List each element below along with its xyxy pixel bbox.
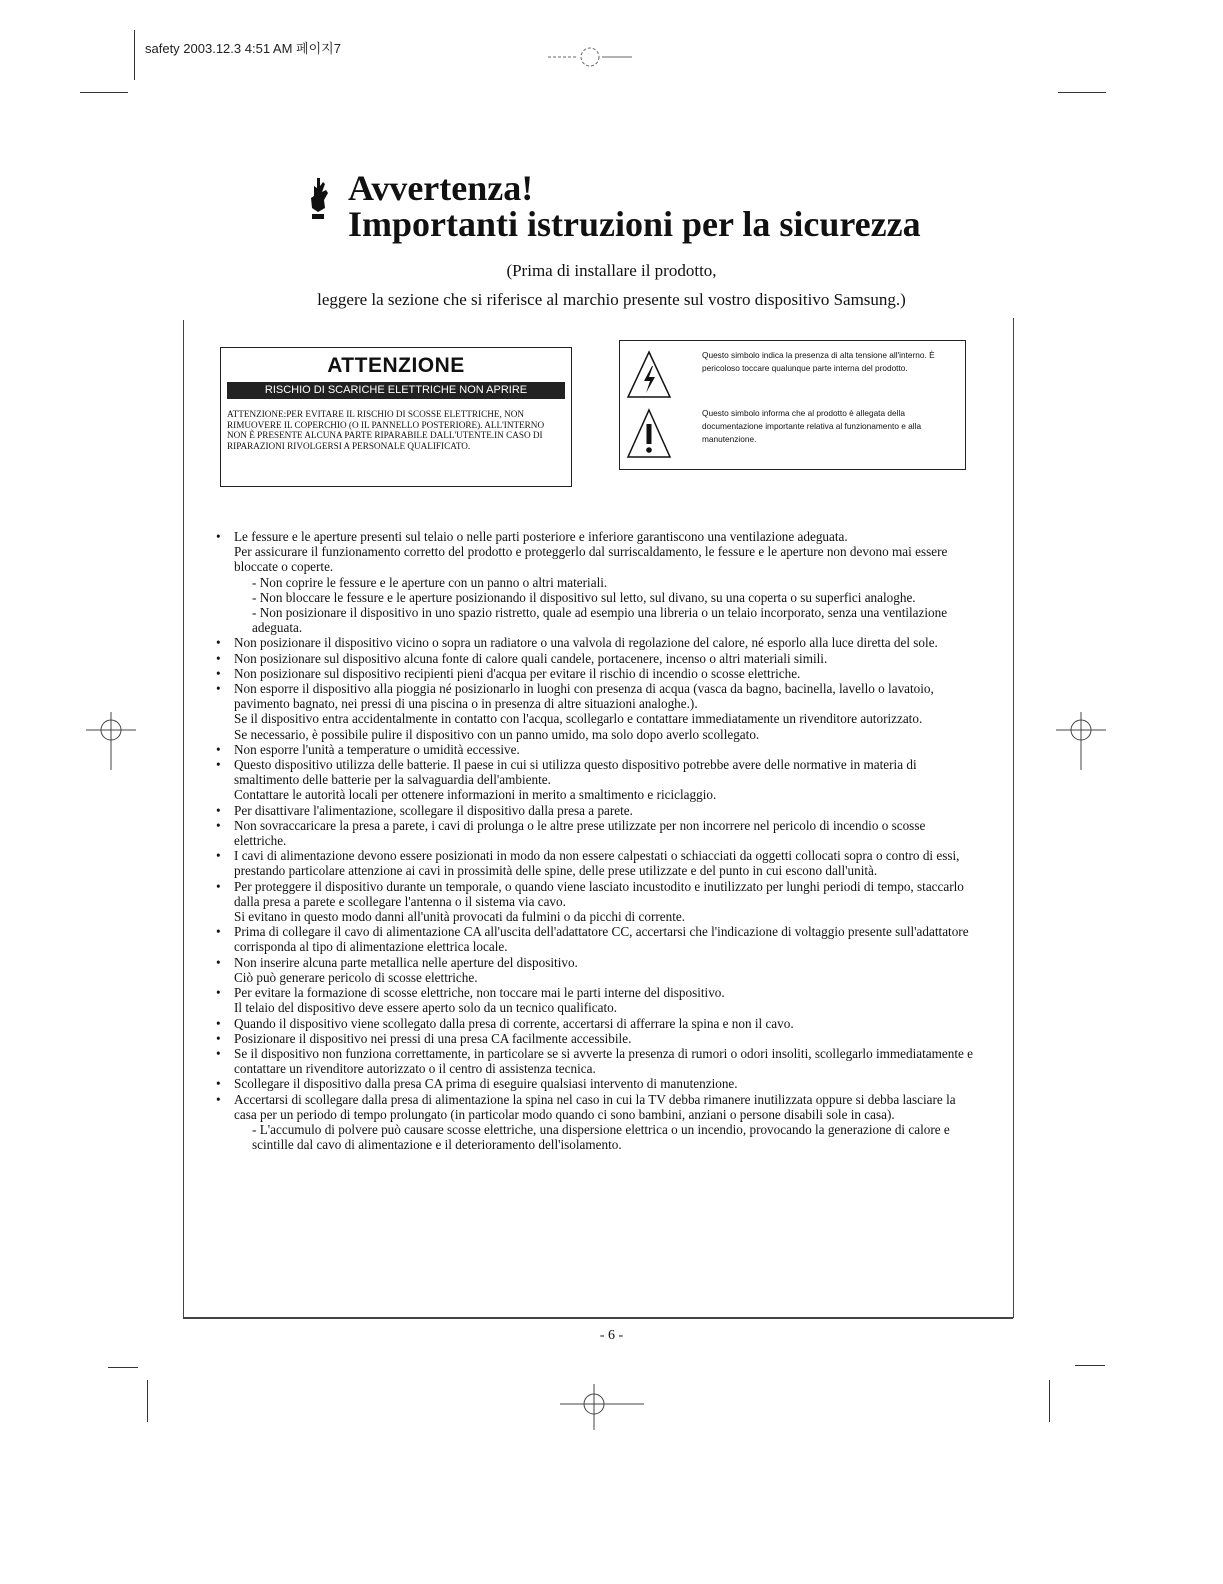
item-text: • Non esporre il dispositivo alla pioggia né posizionarlo in luoghi con presenza di acqua (vasca da bagno, bacinella, lavello o lavatoio, pavimento bagnato, nei pressi di una piscina o in presenza di altre situazioni analoghe.). xyxy=(234,681,934,712)
symbol-text-high-voltage: Questo simbolo indica la presenza di alta tensione all'interno. È pericoloso toccare qualunque parte interna del prodotto. xyxy=(702,350,935,373)
registration-mark-left-icon xyxy=(86,690,136,770)
caution-heading: ATTENZIONE xyxy=(327,354,465,377)
sub-item: - Non bloccare le fessure e le aperture posizionando il dispositivo sul letto, sul divano, su una coperta o su superfici analoghe. xyxy=(252,589,916,605)
sub-item-text: L'accumulo di polvere può causare scosse elettriche, una dispersione elettrica o un incendio, provocando la generazione di calore e scintille dal cavo di alimentazione e il deterioramento dell'isolamento. xyxy=(252,1121,950,1153)
item-continuation: Contattare le autorità locali per ottenere informazioni in merito a smaltimento e riciclaggio. xyxy=(234,787,717,803)
instructions-list xyxy=(216,529,978,1152)
page-number: - 6 - xyxy=(599,1328,624,1343)
item-continuation: Il telaio del dispositivo deve essere aperto solo da un tecnico qualificato. xyxy=(234,1000,618,1016)
list-item xyxy=(216,681,978,742)
list-item xyxy=(216,955,978,985)
crop-mark-bottom-right xyxy=(1075,1365,1105,1366)
list-item xyxy=(216,848,978,878)
crop-mark-bottom-right-v xyxy=(1049,1380,1050,1422)
symbol-text-exclamation: Questo simbolo informa che al prodotto è allegata della documentazione importante relativa al funzionamento e alla manutenzione. xyxy=(702,408,922,444)
caution-label xyxy=(220,347,572,487)
caution-bar: RISCHIO DI SCARICHE ELETTRICHE NON APRIRE xyxy=(227,382,565,399)
frame-right xyxy=(1013,318,1014,1318)
item-text: • Per disattivare l'alimentazione, scollegare il dispositivo dalla presa a parete. xyxy=(234,802,633,818)
item-text: • Non inserire alcuna parte metallica nelle aperture del dispositivo. xyxy=(234,954,578,970)
item-text: • Non posizionare il dispositivo vicino o sopra un radiatore o una valvola di regolazione del calore, né esporlo alla luce diretta del sole. xyxy=(234,635,938,651)
item-text: • Accertarsi di scollegare dalla presa di alimentazione la spina nel caso in cui la TV debba rimanere inutilizzata oppure si debba lasciare la casa per un periodo di tempo prolungato (in particolar modo quando ci sono bambini, anziani o persone disabili sole in casa). xyxy=(234,1091,956,1122)
symbol-row-exclamation xyxy=(626,407,961,463)
list-item xyxy=(216,757,978,803)
symbol-row-high-voltage xyxy=(626,349,961,405)
list-item xyxy=(216,1076,978,1091)
registration-mark-top-icon xyxy=(548,40,632,74)
subtitle xyxy=(0,256,1223,314)
crop-mark-bottom-left xyxy=(108,1367,138,1368)
list-item xyxy=(216,635,978,650)
frame-bottom xyxy=(183,1317,1013,1319)
item-text: • Non esporre l'unità a temperature o umidità eccessive. xyxy=(234,741,520,757)
list-item xyxy=(216,924,978,954)
item-text: • Prima di collegare il cavo di alimentazione CA all'uscita dell'adattatore CC, accertarsi che l'indicazione di voltaggio presente sull'adattatore corrisponda al tipo di alimentazione elettrica locale. xyxy=(234,924,969,955)
list-item xyxy=(216,1092,978,1153)
warning-hand-icon xyxy=(308,176,330,220)
item-continuation: Ciò può generare pericolo di scosse elettriche. xyxy=(234,969,478,985)
item-continuation: Si evitano in questo modo danni all'unità provocati da fulmini o da picchi di corrente. xyxy=(234,909,686,925)
item-text: • Se il dispositivo non funziona correttamente, in particolare se si avverte la presenza di rumori o odori insoliti, scollegarlo immediatamente e contattare un rivenditore autorizzato o il centro di assistenza tecnica. xyxy=(234,1045,974,1077)
caution-body: ATTENZIONE:PER EVITARE IL RISCHIO DI SCOSSE ELETTRICHE, NON RIMUOVERE IL COPERCHIO (O IL PANNELLO POSTERIORE). ALL'INTERNO NON È PRESENTE ALCUNA PARTE RIPARABILE DALL'UTENTE.IN CASO DI RIPARAZIONI RIVOLGERSI A PERSONALE QUALIFICATO. xyxy=(227,409,545,451)
list-item xyxy=(216,742,978,757)
print-header: safety 2003.12.3 4:51 AM 페이지7 xyxy=(145,41,341,56)
list-item xyxy=(216,879,978,925)
exclamation-triangle-icon xyxy=(626,407,672,461)
item-text: • Per proteggere il dispositivo durante un temporale, o quando viene lasciato incustodito e inutilizzato per lunghi periodi di tempo, staccarlo dalla presa a parete e scollegare l'antenna o il sistema via cavo. xyxy=(234,878,964,909)
title-line-2: Importanti istruzioni per la sicurezza xyxy=(348,204,921,244)
page-title xyxy=(308,170,921,242)
item-text: • Non posizionare sul dispositivo alcuna fonte di calore quali candele, portacenere, incenso o altri materiali simili. xyxy=(234,650,828,666)
list-item xyxy=(216,529,978,635)
sub-item-text: Non coprire le fessure e le aperture con un panno o altri materiali. xyxy=(259,574,608,590)
sub-item-text: Non posizionare il dispositivo in uno spazio ristretto, quale ad esempio una libreria o un telaio incorporato, senza una ventilazione adeguata. xyxy=(252,605,948,636)
list-item xyxy=(216,803,978,818)
high-voltage-triangle-icon xyxy=(626,349,672,401)
list-item xyxy=(216,1046,978,1076)
item-text: • Scollegare il dispositivo dalla presa CA prima di eseguire qualsiasi intervento di manutenzione. xyxy=(234,1076,738,1092)
item-text: • I cavi di alimentazione devono essere posizionati in modo da non essere calpestati o schiacciati da oggetti collocati sopra o contro di essi, prestando particolare attenzione ai cavi in prossimità delle spine, delle prese utilizzate e del punto in cui escono dall'unità. xyxy=(234,848,960,879)
list-item xyxy=(216,1031,978,1046)
sub-item-text: Non bloccare le fessure e le aperture posizionando il dispositivo sul letto, sul divano, su una coperta o su superfici analoghe. xyxy=(259,589,916,605)
item-continuation: Se necessario, è possibile pulire il dispositivo con un panno umido, ma solo dopo averlo scollegato. xyxy=(234,726,760,742)
item-text: • Per evitare la formazione di scosse elettriche, non toccare mai le parti interne del dispositivo. xyxy=(234,985,725,1001)
safety-instructions xyxy=(216,529,978,1152)
header-rule-left xyxy=(134,30,135,80)
registration-mark-right-icon xyxy=(1056,700,1106,770)
list-item xyxy=(216,985,978,1015)
sub-item: - Non posizionare il dispositivo in uno spazio ristretto, quale ad esempio una libreria o un telaio incorporato, senza una ventilazione adeguata. xyxy=(252,605,948,636)
subtitle-line-1: (Prima di installare il prodotto, xyxy=(506,261,717,280)
symbols-legend xyxy=(619,340,966,470)
item-continuation: Per assicurare il funzionamento corretto del prodotto e proteggerlo dal surriscaldamento, le fessure e le aperture non devono mai essere bloccate o coperte. xyxy=(234,544,948,575)
title-line-1: Avvertenza! xyxy=(348,168,534,208)
item-text: • Non posizionare sul dispositivo recipienti pieni d'acqua per evitare il rischio di incendio o scosse elettriche. xyxy=(234,665,801,681)
item-text: • Non sovraccaricare la presa a parete, i cavi di prolunga o le altre prese utilizzate per non incorrere nel pericolo di incendio o scosse elettriche. xyxy=(234,817,926,849)
sub-item: - L'accumulo di polvere può causare scosse elettriche, una dispersione elettrica o un incendio, provocando la generazione di calore e scintille dal cavo di alimentazione e il deterioramento dell'isolamento. xyxy=(252,1121,950,1153)
registration-mark-bottom-icon xyxy=(560,1382,644,1432)
list-item xyxy=(216,666,978,681)
item-text: • Quando il dispositivo viene scollegato dalla presa di corrente, accertarsi di afferrare la spina e non il cavo. xyxy=(234,1015,794,1031)
list-item xyxy=(216,818,978,848)
list-item xyxy=(216,651,978,666)
item-text: • Posizionare il dispositivo nei pressi di una presa CA facilmente accessibile. xyxy=(234,1030,632,1046)
item-continuation: Se il dispositivo entra accidentalmente in contatto con l'acqua, scollegarlo e contattare immediatamente un rivenditore autorizzato. xyxy=(234,711,923,727)
crop-mark-top-right xyxy=(1058,92,1106,93)
frame-left xyxy=(183,320,184,1318)
item-text: • Questo dispositivo utilizza delle batterie. Il paese in cui si utilizza questo dispositivo potrebbe avere delle normative in materia di smaltimento delle batterie per la salvaguardia dell'ambiente. xyxy=(234,757,917,788)
crop-mark-bottom-left-v xyxy=(147,1380,148,1422)
subtitle-line-2: leggere la sezione che si riferisce al marchio presente sul vostro dispositivo Samsung.) xyxy=(317,290,906,309)
crop-mark-top-left xyxy=(80,92,128,93)
item-text: • Le fessure e le aperture presenti sul telaio o nelle parti posteriore e inferiore garantiscono una ventilazione adeguata. xyxy=(234,529,848,544)
sub-item: - Non coprire le fessure e le aperture con un panno o altri materiali. xyxy=(252,574,608,590)
list-item xyxy=(216,1016,978,1031)
